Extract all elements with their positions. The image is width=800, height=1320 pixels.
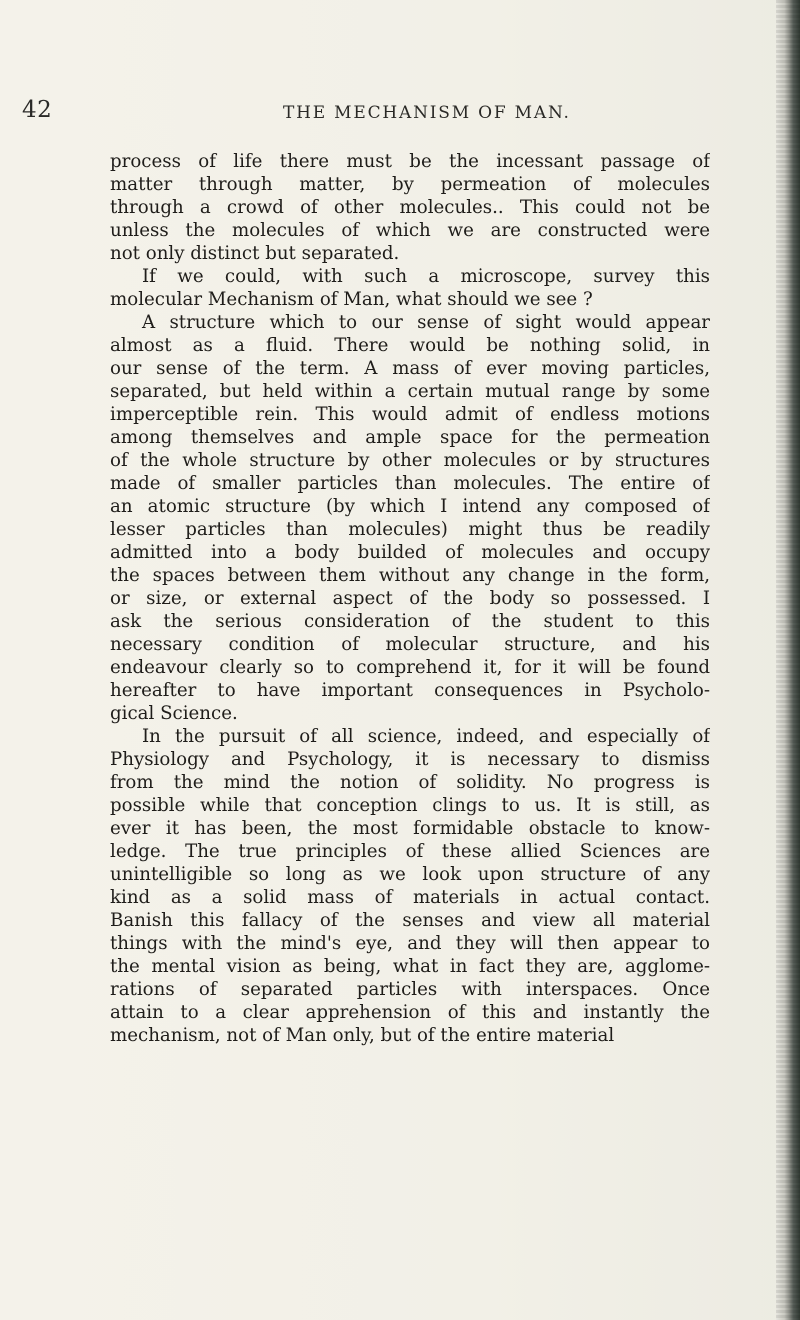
- book-spine-texture: [776, 0, 800, 1320]
- text-line: molecular Mechanism of Man, what should we see ?: [110, 289, 593, 310]
- text-line: gical Science.: [110, 703, 238, 724]
- text-line: process of life there must be the incessant passage of: [110, 151, 710, 172]
- text-line: ledge. The true principles of these allied Sciences are: [110, 841, 710, 862]
- text-line: admitted into a body builded of molecules and occupy: [110, 542, 710, 563]
- text-line: kind as a solid mass of materials in actual contact.: [110, 887, 710, 908]
- page-number: 42: [22, 97, 53, 123]
- text-line: hereafter to have important consequences in Psycholo-: [110, 680, 710, 701]
- text-line: imperceptible rein. This would admit of endless motions: [110, 404, 710, 425]
- running-title: THE MECHANISM OF MAN.: [283, 103, 571, 123]
- text-line: mechanism, not of Man only, but of the entire material: [110, 1025, 615, 1046]
- text-line: necessary condition of molecular structure, and his: [110, 634, 710, 655]
- text-line: lesser particles than molecules) might thus be readily: [110, 519, 710, 540]
- text-line: ever it has been, the most formidable obstacle to know-: [110, 818, 710, 839]
- text-line: from the mind the notion of solidity. No progress is: [110, 772, 710, 793]
- text-line: the spaces between them without any change in the form,: [110, 565, 710, 586]
- text-line: or size, or external aspect of the body so possessed. I: [110, 588, 710, 609]
- text-line: of the whole structure by other molecules or by structures: [110, 450, 710, 471]
- text-line: an atomic structure (by which I intend any composed of: [110, 496, 710, 517]
- text-line: possible while that conception clings to us. It is still, as: [110, 795, 710, 816]
- text-line: our sense of the term. A mass of ever moving particles,: [110, 358, 710, 379]
- text-line: unintelligible so long as we look upon structure of any: [110, 864, 710, 885]
- text-line: among themselves and ample space for the permeation: [110, 427, 710, 448]
- text-line: things with the mind's eye, and they will then appear to: [110, 933, 710, 954]
- text-line: separated, but held within a certain mutual range by some: [110, 381, 710, 402]
- text-line: A structure which to our sense of sight would appear: [142, 312, 710, 333]
- text-line: endeavour clearly so to comprehend it, for it will be found: [110, 657, 710, 678]
- text-line: unless the molecules of which we are constructed were: [110, 220, 710, 241]
- text-line: through a crowd of other molecules.. This could not be: [110, 197, 710, 218]
- text-line: If we could, with such a microscope, survey this: [142, 266, 710, 287]
- text-line: Physiology and Psychology, it is necessary to dismiss: [110, 749, 710, 770]
- text-line: made of smaller particles than molecules. The entire of: [110, 473, 710, 494]
- text-line: almost as a fluid. There would be nothing solid, in: [110, 335, 710, 356]
- text-line: rations of separated particles with interspaces. Once: [110, 979, 710, 1000]
- text-line: In the pursuit of all science, indeed, and especially of: [142, 726, 710, 747]
- text-line: attain to a clear apprehension of this and instantly the: [110, 1002, 710, 1023]
- text-line: ask the serious consideration of the student to this: [110, 611, 710, 632]
- text-line: Banish this fallacy of the senses and view all material: [110, 910, 710, 931]
- text-line: not only distinct but separated.: [110, 243, 400, 264]
- body-text: [110, 150, 710, 1200]
- text-line: matter through matter, by permeation of molecules: [110, 174, 710, 195]
- text-line: the mental vision as being, what in fact they are, agglome-: [110, 956, 710, 977]
